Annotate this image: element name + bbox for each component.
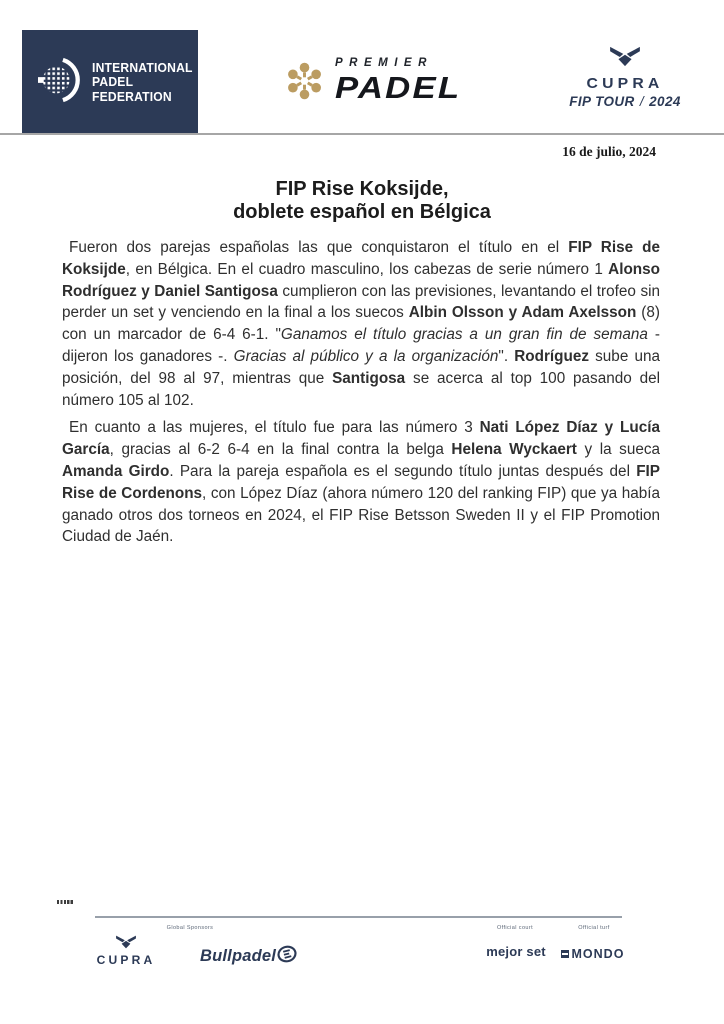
title-line-2: doblete español en Bélgica: [233, 200, 491, 223]
paragraph-1: Fueron dos parejas españolas las que conquistaron el título en el FIP Rise de Koksijde, en Bélgica. En el cuadro masculino, los cabezas de serie número 1 Alonso Rodríguez y Daniel Santigosa cumplieron con las previsiones, levantando el trofeo sin perder un set y venciendo en la final a los suecos Albin Olsson y Adam Axelsson (8) con un marcador de 6-4 6-1. "Ganamos el título gracias a un gran fin de semana - dijeron los ganadores -. Gracias al público y a la organización". Rodríguez sube una posición, del 98 al 97, mientras que Santigosa se acerca al top 100 pasando del número 105 al 102.: [62, 239, 661, 409]
fip-tour-wordmark: FIP TOUR / 2024: [569, 94, 681, 109]
ipf-line-3: FEDERATION: [92, 89, 172, 104]
ipf-logo: [22, 30, 198, 135]
cupra-fip-tour-logo: [560, 46, 690, 109]
padel-racket-icon: [38, 53, 84, 112]
premier-padel-wordmark: [335, 56, 462, 105]
bullpadel-logo: [200, 945, 297, 968]
footer-divider-line: [95, 916, 622, 918]
bullpadel-wordmark: Bullpadel: [200, 947, 277, 965]
cupra-emblem-icon: [115, 936, 137, 953]
cupra-footer-wordmark: CUPRA: [96, 955, 156, 967]
global-sponsors-label: Global Sponsors: [166, 925, 214, 931]
header-divider-line: [0, 133, 724, 135]
cupra-wordmark: CUPRA: [586, 75, 664, 92]
micro-print-mark: [57, 900, 74, 904]
cupra-footer-logo: [86, 935, 166, 967]
premier-word: PREMIER: [335, 57, 433, 69]
mondo-square-icon: [561, 950, 569, 958]
title-line-1: FIP Rise Koksijde,: [275, 178, 449, 200]
bullpadel-emblem-icon: [277, 945, 297, 968]
mejorset-logo: mejor set: [486, 944, 546, 959]
slash-separator: /: [639, 94, 644, 109]
page-title: [0, 178, 724, 223]
article-body: [62, 237, 660, 554]
ipf-wordmark: [92, 61, 193, 105]
mondo-wordmark: MONDO: [571, 947, 625, 961]
official-turf-label: Official turf: [578, 925, 610, 931]
official-court-label: Official court: [496, 925, 534, 931]
premier-padel-logo: [286, 56, 462, 111]
cupra-emblem-icon: [609, 54, 641, 71]
padel-word: PADEL: [335, 70, 462, 105]
ipf-line-2: PADEL: [92, 75, 134, 90]
mondo-logo: [561, 947, 624, 961]
date: 16 de julio, 2024: [562, 144, 656, 159]
ipf-line-1: INTERNATIONAL: [92, 60, 193, 75]
paragraph-2: En cuanto a las mujeres, el título fue para las número 3 Nati López Díaz y Lucía García, gracias al 6-2 6-4 en la final contra la belga Helena Wyckaert y la sueca Amanda Girdo. Para la pareja española es el segundo título juntas después del FIP Rise de Cordenons, con López Díaz (ahora número 120 del ranking FIP) que ya había ganado otros dos torneos en 2024, el FIP Rise Betsson Sweden II y el FIP Promotion Ciudad de Jaén.: [62, 419, 661, 546]
premier-padel-flower-icon: [286, 56, 323, 111]
